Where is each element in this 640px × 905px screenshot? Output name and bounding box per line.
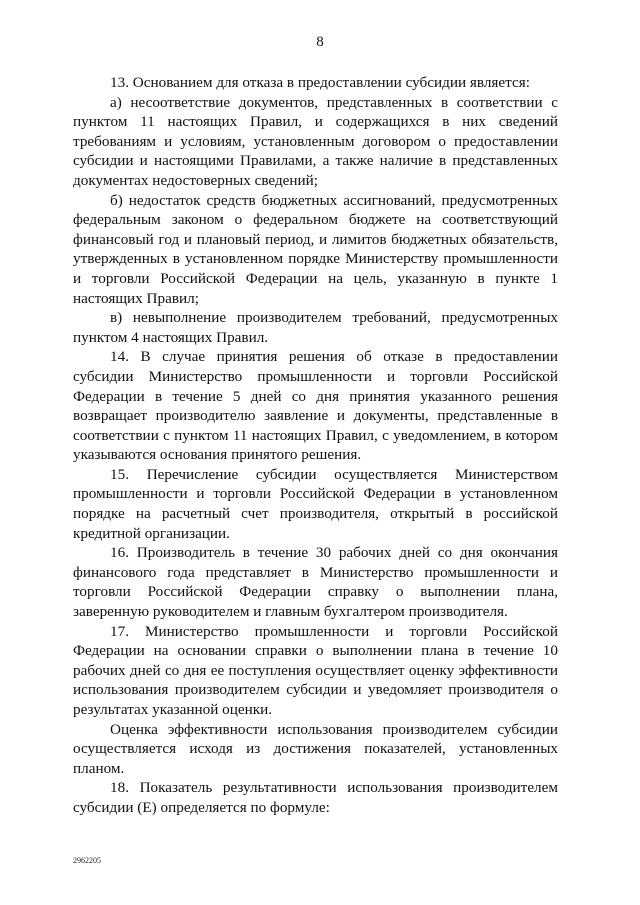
paragraph-18: 18. Показатель результативности использования производителем субсидии (E) определяется по формуле: <box>73 779 558 816</box>
paragraph-17: 17. Министерство промышленности и торговли Российской Федерации на основании справки о выполнении плана в течение 10 рабочих дней со дня ее поступления осуществляет оценку эффективности использования производителем субсидии и уведомляет производителя о результатах указанной оценки. <box>73 622 558 718</box>
document-body <box>73 73 558 818</box>
paragraph-15: 15. Перечисление субсидии осуществляется Министерством промышленности и торговли Российской Федерации в установленном порядке на расчетный счет производителя, открытый в российской кредитной организации. <box>73 465 558 542</box>
paragraph-13: 13. Основанием для отказа в предоставлении субсидии является: <box>110 74 530 91</box>
paragraph-13-b: б) недостаток средств бюджетных ассигнований, предусмотренных федеральным законом о федеральном бюджете на соответствующий финансовый год и плановый период, и лимитов бюджетных обязательств, утвержденных в установленном порядке Министерству промышленности и торговли Российской Федерации на цель, указанную в пункте 1 настоящих Правил; <box>73 191 558 307</box>
page-number: 8 <box>316 34 324 50</box>
paragraph-17-evaluation: Оценка эффективности использования производителем субсидии осуществляется исходя из достижения показателей, установленных планом. <box>73 720 558 777</box>
paragraph-13-v: в) невыполнение производителем требований, предусмотренных пунктом 4 настоящих Правил. <box>73 309 558 346</box>
paragraph-13-a: а) несоответствие документов, представленных в соответствии с пунктом 11 настоящих Правил, и содержащихся в них сведений требованиям и условиям, установленным договором о предоставлении субсидии и настоящими Правилами, а также наличие в представленных документах недостоверных сведений; <box>73 93 558 189</box>
paragraph-14: 14. В случае принятия решения об отказе в предоставлении субсидии Министерство промышленности и торговли Российской Федерации в течение 5 дней со дня принятия указанного решения возвращает производителю заявление и документы, представленные в соответствии с пунктом 11 настоящих Правил, с уведомлением, в котором указываются основания принятого решения. <box>73 348 558 464</box>
paragraph-16: 16. Производитель в течение 30 рабочих дней со дня окончания финансового года представляет в Министерство промышленности и торговли Российской Федерации справку о выполнении плана, заверенную руководителем и главным бухгалтером производителя. <box>73 544 558 621</box>
document-code: 2962205 <box>73 856 101 865</box>
